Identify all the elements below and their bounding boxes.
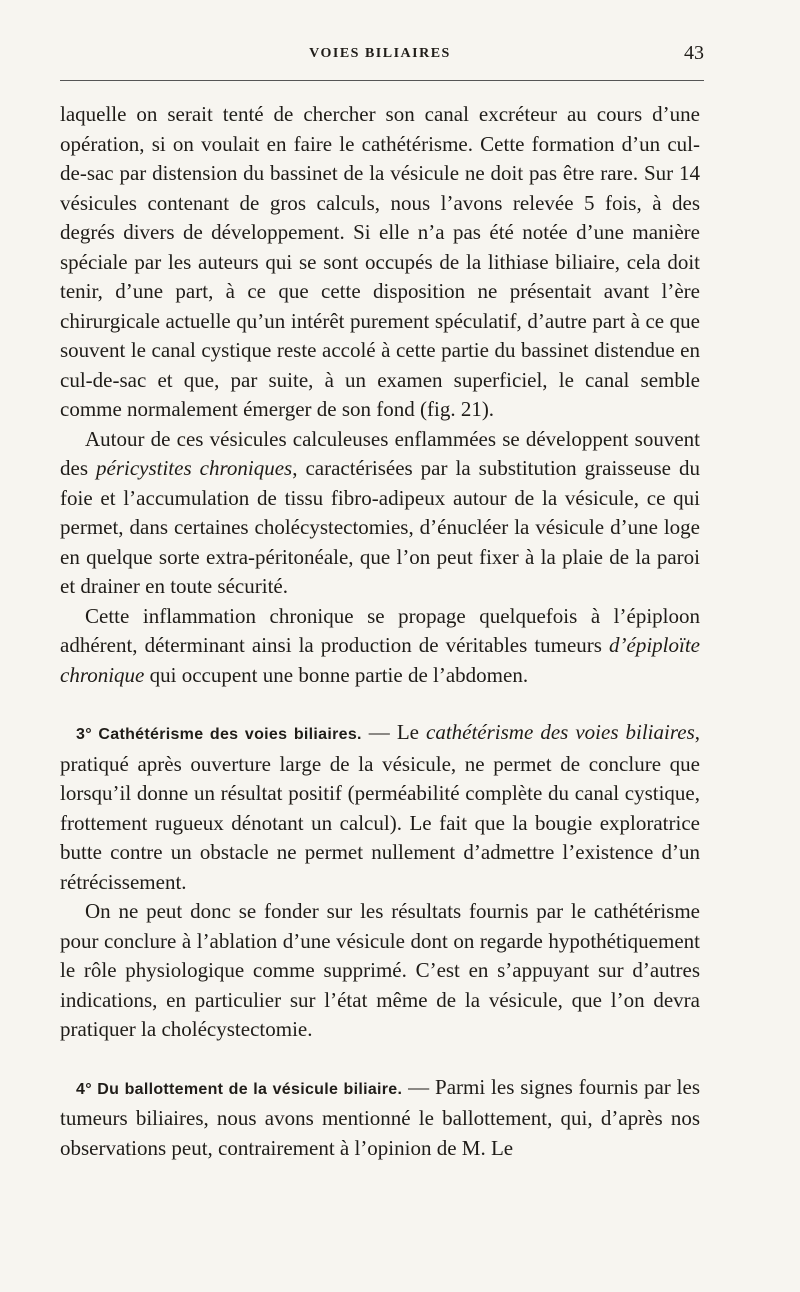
section-ballottement	[60, 1073, 700, 1164]
text-run: — Parmi les signes fournis par les tumeurs biliaires, nous avons mentionné le ballottement, qui, d’après nos observations peut, contrairement à l’opinion de M. Le	[60, 1074, 701, 1160]
text-run: — Le	[361, 720, 426, 744]
text-run: Autour de ces vésicules calculeuses enflammées se développent souvent des	[60, 426, 700, 480]
paragraph-cholecystectomie: On ne peut donc se fonder sur les résultats fournis par le cathétérisme pour conclure à l’ablation d’une vésicule dont on regarde hypothétiquement le rôle physiologique comme supprimé. C’est en s’appuyant sur d’autres indications, en particulier sur l’état même de la vésicule, que l’on devra pratiquer la cholécystectomie.	[60, 899, 700, 1041]
paragraph-epiploite	[60, 602, 700, 691]
italic-term: d’épiploïte chronique	[60, 633, 700, 687]
italic-term: cathétérisme des voies biliaires	[426, 720, 695, 744]
running-header	[60, 40, 704, 70]
paragraph-continuation: laquelle on serait tenté de chercher son canal excréteur au cours d’une opération, si on voulait en faire le cathétérisme. Cette formation d’un cul-de-sac par distension du bassinet de la vésicule ne doit pas être rare. Sur 14 vésicules contenant de gros calculs, nous l’avons relevée 5 fois, à des degrés divers de développement. Si elle n’a pas été notée d’une manière spéciale par les auteurs qui se sont occupés de la lithiase biliaire, cela doit tenir, d’une part, à ce que cette disposition ne présentait avant l’ère chirurgicale actuelle qu’un intérêt purement spéculatif, d’autre part à ce que souvent le canal cystique reste accolé à cette partie du bassinet distendue en cul-de-sac et que, par suite, à un examen superficiel, le canal semble comme normalement émerger de son fond (fig. 21).	[60, 102, 700, 421]
section-catheterisme	[60, 718, 700, 897]
text-run: qui occupent une bonne partie de l’abdomen.	[144, 662, 529, 687]
paragraph-pericystites	[60, 425, 700, 602]
text-run: , caractérisées par la substitution graisseuse du foie et l’accumulation de tissu fibro-adipeux autour de la vésicule, ce qui permet, dans certaines cholécystectomies, d’énucléer la vésicule d’une loge en quelque sorte extra-péritonéale, que l’on peut fixer à la plaie de la paroi et drainer en toute sécurité.	[60, 456, 700, 598]
body-text	[60, 100, 700, 1163]
text-run: , pratiqué après ouverture large de la vésicule, ne permet de conclure que lorsqu’il donne un résultat positif (perméabilité complète du canal cystique, frottement rugueux dénotant un calcul). Le fait que la bougie exploratrice butte contre un obstacle ne permet nullement d’admettre l’existence d’un rétrécissement.	[60, 720, 700, 894]
section-heading: 4° Du ballottement de la vésicule biliaire.	[76, 1080, 403, 1098]
header-rule	[60, 80, 704, 81]
page-number: 43	[684, 42, 704, 64]
section-heading: 3° Cathétérisme des voies biliaires.	[76, 726, 362, 743]
running-title: VOIES BILIAIRES	[309, 46, 451, 61]
italic-term: péricystites chroniques	[96, 456, 293, 480]
text-run: Cette inflammation chronique se propage quelquefois à l’épiploon adhérent, déterminant ainsi la production de véritables tumeurs	[60, 603, 700, 657]
